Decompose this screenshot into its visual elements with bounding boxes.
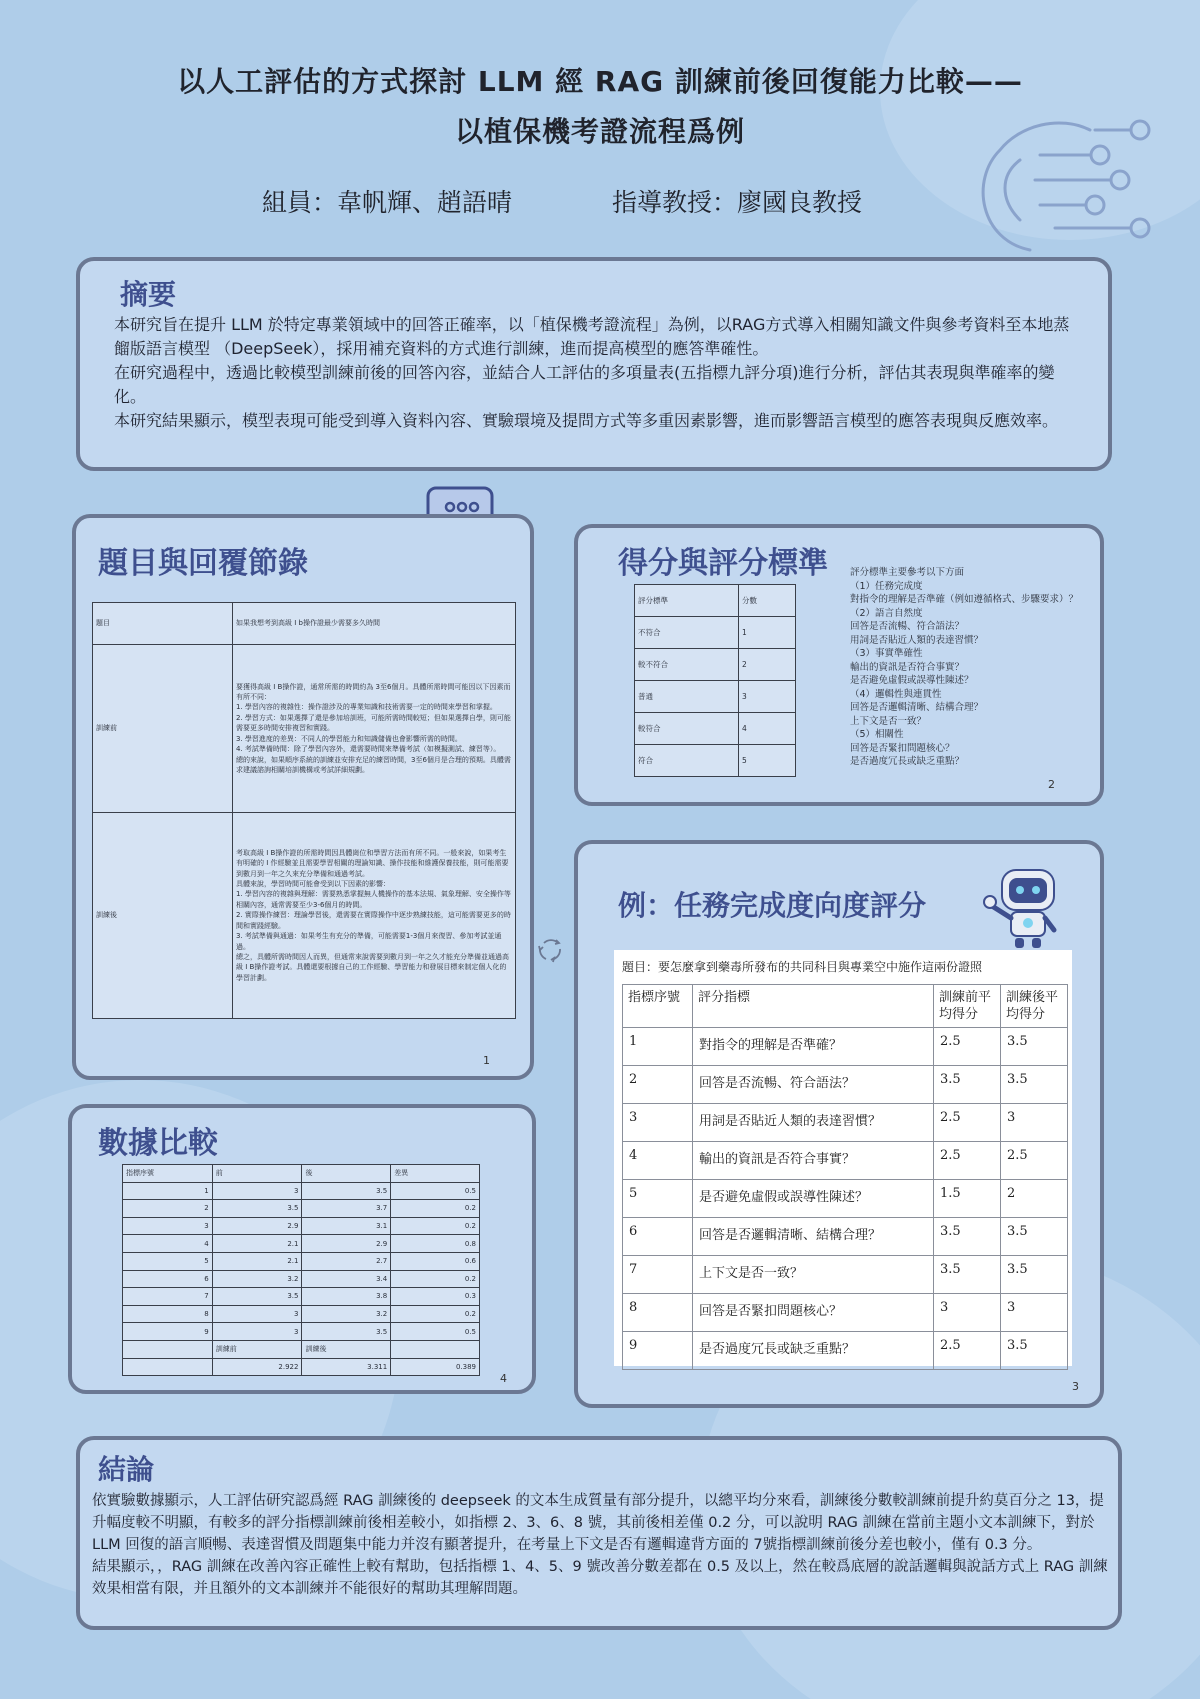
page-number: 2	[1048, 778, 1055, 791]
comparison-row-before: 2.1	[212, 1252, 302, 1270]
conclusion-heading: 結論	[98, 1453, 155, 1486]
qa-question-label: 題目	[93, 603, 233, 645]
scoring-panel	[574, 524, 1104, 806]
comparison-avg-after: 3.311	[302, 1358, 391, 1376]
scoring-criteria: 評分標準主要參考以下方面 （1）任務完成度 對指令的理解是否準確（例如遵循格式、步驟要求）？ （2）語言自然度 回答是否流暢、符合語法？ 用詞是否貼近人類的表達習慣？ （3）事實準確性 輸出的資訊是否符合事實？ 是否避免虛假或誤導性陳述？ （4）邏輯性與連貫性 回答是否邏輯清晰、結構合理？ 上下文是否一致？ （5）相關性 回答是否緊扣問題核心？ 是否過度冗長或缺乏重點？	[850, 567, 1079, 767]
comparison-row-after: 3.2	[302, 1305, 391, 1323]
example-heading: 例：任務完成度向度評分	[618, 889, 927, 922]
comparison-row-before: 2.1	[212, 1235, 302, 1253]
example-row-indicator: 用詞是否貼近人類的表達習慣？	[693, 1104, 934, 1142]
circuit-brain-icon	[960, 100, 1160, 260]
scoring-row-label: 符合	[635, 745, 739, 777]
comparison-avg-label-before: 訓練前	[212, 1340, 302, 1358]
example-panel	[574, 840, 1104, 1408]
example-row-after: 3	[1001, 1294, 1068, 1332]
qa-after-answer: 考取高級 I B操作證的所需時間因具體崗位和學習方法而有所不同。一般來說，如果考生有明確的 I 作經驗並且需要學習相關的理論知識、操作技能和維護保養技能，則可能需要到數月到一年之久來充分準備和通過考試。 具體來說，學習時間可能會受到以下因素的影響： 1. 學習內容的複雜與理解：需要熟悉掌握無人機操作的基本法規、氣象理解、安全操作等相關內容，通常需要至少3-6個月的時間。 2. 實際操作練習：理論學習後，還需要在實際操作中逐步熟練技能，這可能需要更多的時間和實踐經驗。 3. 考試準備與通過：如果考生有充分的準備，可能需要1-3個月來復習、參加考試並通過。 總之，具體所需時間因人而異，但通常來說需要到數月到一年之久才能充分準備並通過高級 I B操作證考試。具體還要根據自己的工作經驗、學習能力和發展目標來制定個人化的學習計劃。	[233, 813, 516, 1019]
comparison-row-after: 3.8	[302, 1288, 391, 1306]
comparison-row-no: 9	[123, 1323, 213, 1341]
abstract-panel	[76, 257, 1112, 471]
scoring-row-label: 較符合	[635, 713, 739, 745]
example-row-after: 2.5	[1001, 1142, 1068, 1180]
page-number: 1	[483, 1054, 490, 1067]
comparison-empty-cell	[391, 1340, 480, 1358]
members: 組員：韋帆輝、趙語晴	[262, 188, 513, 217]
comparison-row-no: 2	[123, 1200, 213, 1218]
scoring-table	[634, 584, 796, 777]
scoring-header: 評分標準	[635, 585, 739, 617]
comparison-row-diff: 0.5	[391, 1182, 480, 1200]
example-row-no: 6	[623, 1218, 693, 1256]
conclusion-panel	[76, 1436, 1122, 1630]
example-row-indicator: 是否避免虛假或誤導性陳述？	[693, 1180, 934, 1218]
qa-table	[92, 602, 516, 1019]
comparison-row-after: 2.9	[302, 1235, 391, 1253]
comparison-empty-cell	[123, 1358, 213, 1376]
comparison-panel	[68, 1104, 536, 1394]
comparison-avg-label-after: 訓練後	[302, 1340, 391, 1358]
example-row-indicator: 對指令的理解是否準確？	[693, 1028, 934, 1066]
scoring-row-label: 不符合	[635, 617, 739, 649]
comparison-row-before: 3	[212, 1182, 302, 1200]
comparison-row-before: 3.5	[212, 1288, 302, 1306]
example-header: 指標序號	[623, 985, 693, 1028]
example-row-after: 3.5	[1001, 1066, 1068, 1104]
example-row-indicator: 輸出的資訊是否符合事實？	[693, 1142, 934, 1180]
comparison-heading: 數據比較	[98, 1126, 218, 1161]
example-header: 評分指標	[693, 985, 934, 1028]
comparison-avg-before: 2.922	[212, 1358, 302, 1376]
scoring-row-score: 4	[739, 713, 796, 745]
comparison-row-no: 8	[123, 1305, 213, 1323]
example-row-before: 3.5	[934, 1218, 1001, 1256]
example-row-after: 3	[1001, 1104, 1068, 1142]
comparison-row-before: 3	[212, 1323, 302, 1341]
qa-before-answer: 要獲得高級 I B操作證，通常所需的時間約為 3至6個月。具體所需時間可能因以下因素而有所不同： 1. 學習內容的複雜性：操作證涉及的專業知識和技術需要一定的時間來學習和掌握。 2. 學習方式：如果選擇了還是參加培訓班，可能所需時間較短；但如果選擇自學，則可能需要更多時間安排複習和實踐。 3. 學習進度的差異：不同人的學習能力和知識儲備也會影響所需的時間。 4. 考試準備時間：除了學習內容外，還需要時間來準備考試（如模擬測試、練習等）。 總的來說，如果順序系統的訓練並安排充足的練習時間，3至6個月是合理的預期。具體需求建議諮詢相關培訓機構或考試詳細規劃。	[233, 645, 516, 813]
example-row-before: 2.5	[934, 1028, 1001, 1066]
poster-title-line1: 以人工評估的方式探討 LLM 經 RAG 訓練前後回復能力比較——	[177, 65, 1023, 98]
comparison-row-no: 6	[123, 1270, 213, 1288]
example-document	[614, 950, 1072, 1366]
example-row-no: 9	[623, 1332, 693, 1370]
comparison-row-diff: 0.2	[391, 1270, 480, 1288]
comparison-header: 後	[302, 1165, 391, 1183]
example-row-before: 2.5	[934, 1142, 1001, 1180]
scoring-row-label: 普通	[635, 681, 739, 713]
comparison-row-diff: 0.3	[391, 1288, 480, 1306]
comparison-row-after: 2.7	[302, 1252, 391, 1270]
example-row-no: 7	[623, 1256, 693, 1294]
comparison-row-before: 3.5	[212, 1200, 302, 1218]
comparison-row-diff: 0.8	[391, 1235, 480, 1253]
example-row-no: 1	[623, 1028, 693, 1066]
example-row-indicator: 回答是否邏輯清晰、結構合理？	[693, 1218, 934, 1256]
example-row-before: 1.5	[934, 1180, 1001, 1218]
example-row-after: 3.5	[1001, 1028, 1068, 1066]
example-row-after: 2	[1001, 1180, 1068, 1218]
comparison-row-no: 1	[123, 1182, 213, 1200]
comparison-row-diff: 0.5	[391, 1323, 480, 1341]
example-row-no: 3	[623, 1104, 693, 1142]
comparison-row-diff: 0.6	[391, 1252, 480, 1270]
comparison-row-after: 3.5	[302, 1182, 391, 1200]
comparison-header: 前	[212, 1165, 302, 1183]
example-row-after: 3.5	[1001, 1218, 1068, 1256]
qa-after-label: 訓練後	[93, 813, 233, 1019]
example-row-no: 5	[623, 1180, 693, 1218]
example-row-before: 2.5	[934, 1104, 1001, 1142]
comparison-row-no: 5	[123, 1252, 213, 1270]
comparison-row-diff: 0.2	[391, 1200, 480, 1218]
comparison-row-no: 3	[123, 1217, 213, 1235]
comparison-row-before: 2.9	[212, 1217, 302, 1235]
recycle-icon	[536, 935, 566, 963]
scoring-row-score: 5	[739, 745, 796, 777]
conclusion-paragraph-2: 結果顯示，，RAG 訓練在改善內容正確性上較有幫助，包括指標 1、4、5、9 號改善分數差都在 0.5 及以上，然在較爲底層的說話邏輯與說話方式上 RAG 訓練效果相當有限，并且額外的文本訓練并不能很好的幫助其理解問題。	[92, 1559, 1108, 1597]
conclusion-paragraph-1: 依實驗數據顯示，人工評估研究認爲經 RAG 訓練後的 deepseek 的文本生成質量有部分提升，以總平均分來看，訓練後分數較訓練前提升約莫百分之 13，提升幅度較不明顯，有較多的評分指標訓練前後相差較小，如指標 2、3、6、8 號，其前後相差僅 0.2 分，可以說明 RAG 訓練在當前主題小文本訓練下，對於 LLM 回復的語言順暢、表達習慣及問題集中能力并沒有顯著提升，在考量上下文是否有邏輯違背方面的 7號指標訓練前後分差也較小，僅有 0.3 分。	[92, 1493, 1104, 1553]
qa-question: 如果我想考到高級 I b操作證最少需要多久時間	[233, 603, 516, 645]
page-number: 4	[500, 1372, 507, 1385]
comparison-table	[122, 1164, 480, 1376]
example-header: 訓練後平均得分	[1001, 985, 1068, 1028]
comparison-row-diff: 0.2	[391, 1305, 480, 1323]
example-row-indicator: 是否過度冗長或缺乏重點？	[693, 1332, 934, 1370]
scoring-row-label: 較不符合	[635, 649, 739, 681]
comparison-row-after: 3.4	[302, 1270, 391, 1288]
comparison-row-no: 7	[123, 1288, 213, 1306]
abstract-paragraph-1: 本研究旨在提升 LLM 於特定專業領域中的回答正確率，以「植保機考證流程」為例，以RAG方式導入相關知識文件與參考資料至本地蒸餾版語言模型 （DeepSeek），採用補充資料的方式進行訓練，進而提高模型的應答準確性。	[114, 315, 1070, 358]
poster-title-line2: 以植保機考證流程爲例	[454, 115, 745, 148]
example-question: 題目：要怎麼拿到藥毒所發布的共同科目與專業空中施作這兩份證照	[622, 960, 983, 974]
abstract-heading: 摘要	[120, 278, 177, 311]
scoring-row-score: 1	[739, 617, 796, 649]
scoring-row-score: 3	[739, 681, 796, 713]
qa-heading: 題目與回覆節錄	[98, 546, 308, 581]
comparison-row-after: 3.1	[302, 1217, 391, 1235]
abstract-paragraph-3: 本研究結果顯示，模型表現可能受到導入資料內容、實驗環境及提問方式等多重因素影響，進而影響語言模型的應答表現與反應效率。	[114, 411, 1059, 430]
example-row-no: 4	[623, 1142, 693, 1180]
example-row-before: 3	[934, 1294, 1001, 1332]
comparison-header: 指標序號	[123, 1165, 213, 1183]
example-row-after: 3.5	[1001, 1256, 1068, 1294]
robot-icon	[978, 866, 1068, 952]
example-row-no: 2	[623, 1066, 693, 1104]
comparison-row-after: 3.7	[302, 1200, 391, 1218]
advisor: 指導教授：廖國良教授	[612, 188, 863, 217]
example-row-no: 8	[623, 1294, 693, 1332]
scoring-header: 分數	[739, 585, 796, 617]
scoring-heading: 得分與評分標準	[618, 546, 828, 581]
comparison-avg-diff: 0.389	[391, 1358, 480, 1376]
example-row-before: 3.5	[934, 1256, 1001, 1294]
comparison-row-before: 3	[212, 1305, 302, 1323]
comparison-empty-cell	[123, 1340, 213, 1358]
example-header: 訓練前平均得分	[934, 985, 1001, 1028]
example-row-before: 2.5	[934, 1332, 1001, 1370]
scoring-row-score: 2	[739, 649, 796, 681]
example-row-indicator: 回答是否緊扣問題核心？	[693, 1294, 934, 1332]
comparison-row-no: 4	[123, 1235, 213, 1253]
abstract-paragraph-2: 在研究過程中，透過比較模型訓練前後的回答內容，並結合人工評估的多項量表(五指標九評分項)進行分析，評估其表現與準確率的變化。	[114, 363, 1055, 406]
example-row-after: 3.5	[1001, 1332, 1068, 1370]
comparison-header: 差異	[391, 1165, 480, 1183]
comparison-row-diff: 0.2	[391, 1217, 480, 1235]
comparison-row-before: 3.2	[212, 1270, 302, 1288]
example-row-indicator: 上下文是否一致？	[693, 1256, 934, 1294]
page-number: 3	[1072, 1380, 1079, 1393]
example-table	[622, 984, 1068, 1370]
qa-before-label: 訓練前	[93, 645, 233, 813]
qa-panel	[72, 514, 534, 1080]
comparison-row-after: 3.5	[302, 1323, 391, 1341]
example-row-before: 3.5	[934, 1066, 1001, 1104]
example-row-indicator: 回答是否流暢、符合語法？	[693, 1066, 934, 1104]
